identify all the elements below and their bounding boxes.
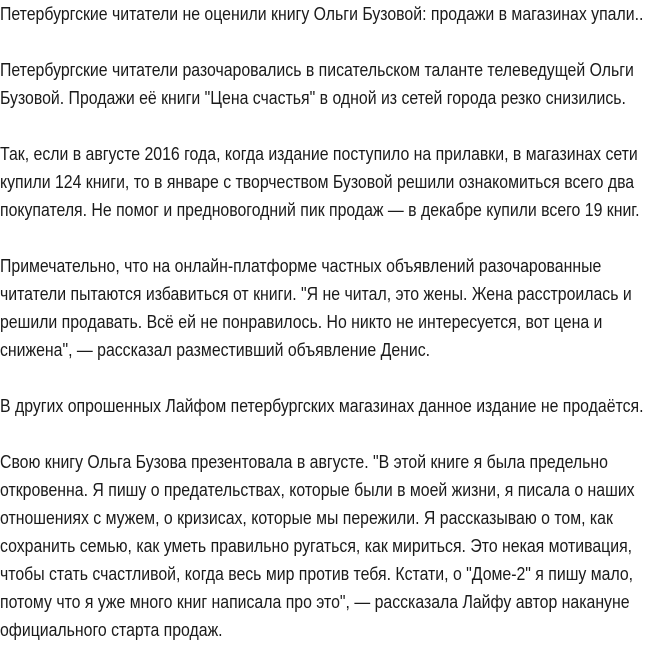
article-paragraph: Примечательно, что на онлайн-платформе частных объявлений разочарованные читатели пытаются избавиться от книги. "Я не читал, это жены. Жена расстроилась и решили продавать. Всё ей не понравилось. Но никто не интересуется, вот цена и снижена", — рассказал разместивший объявление Денис. [0, 256, 632, 360]
article-headline: Петербургские читатели не оценили книгу Ольги Бузовой: продажи в магазинах упали.. [0, 4, 644, 24]
article-paragraph: Петербургские читатели разочаровались в писательском таланте телеведущей Ольги Бузовой. Продажи её книги "Цена счастья" в одной из сетей города резко снизились. [0, 60, 634, 108]
article-paragraph: Так, если в августе 2016 года, когда издание поступило на прилавки, в магазинах сети купили 124 книги, то в январе с творчеством Бузовой решили ознакомиться всего два покупателя. Не помог и предновогодний пик продаж — в декабре купили всего 19 книг. [0, 144, 640, 220]
article-paragraph: В других опрошенных Лайфом петербургских магазинах данное издание не продаётся. [0, 396, 644, 416]
article-paragraph: Свою книгу Ольга Бузова презентовала в августе. "В этой книге я была предельно откровенна. Я пишу о предательствах, которые были в моей жизни, я писала о наших отношениях с мужем, о кризисах, которые мы пережили. Я рассказываю о том, как сохранить семью, как уметь правильно ругаться, как мириться. Это некая мотивация, чтобы стать счастливой, когда весь мир против тебя. Кстати, о "Доме-2" я пишу мало, потому что я уже много книг написала про это", — рассказала Лайфу автор накануне официального старта продаж. [0, 452, 635, 640]
